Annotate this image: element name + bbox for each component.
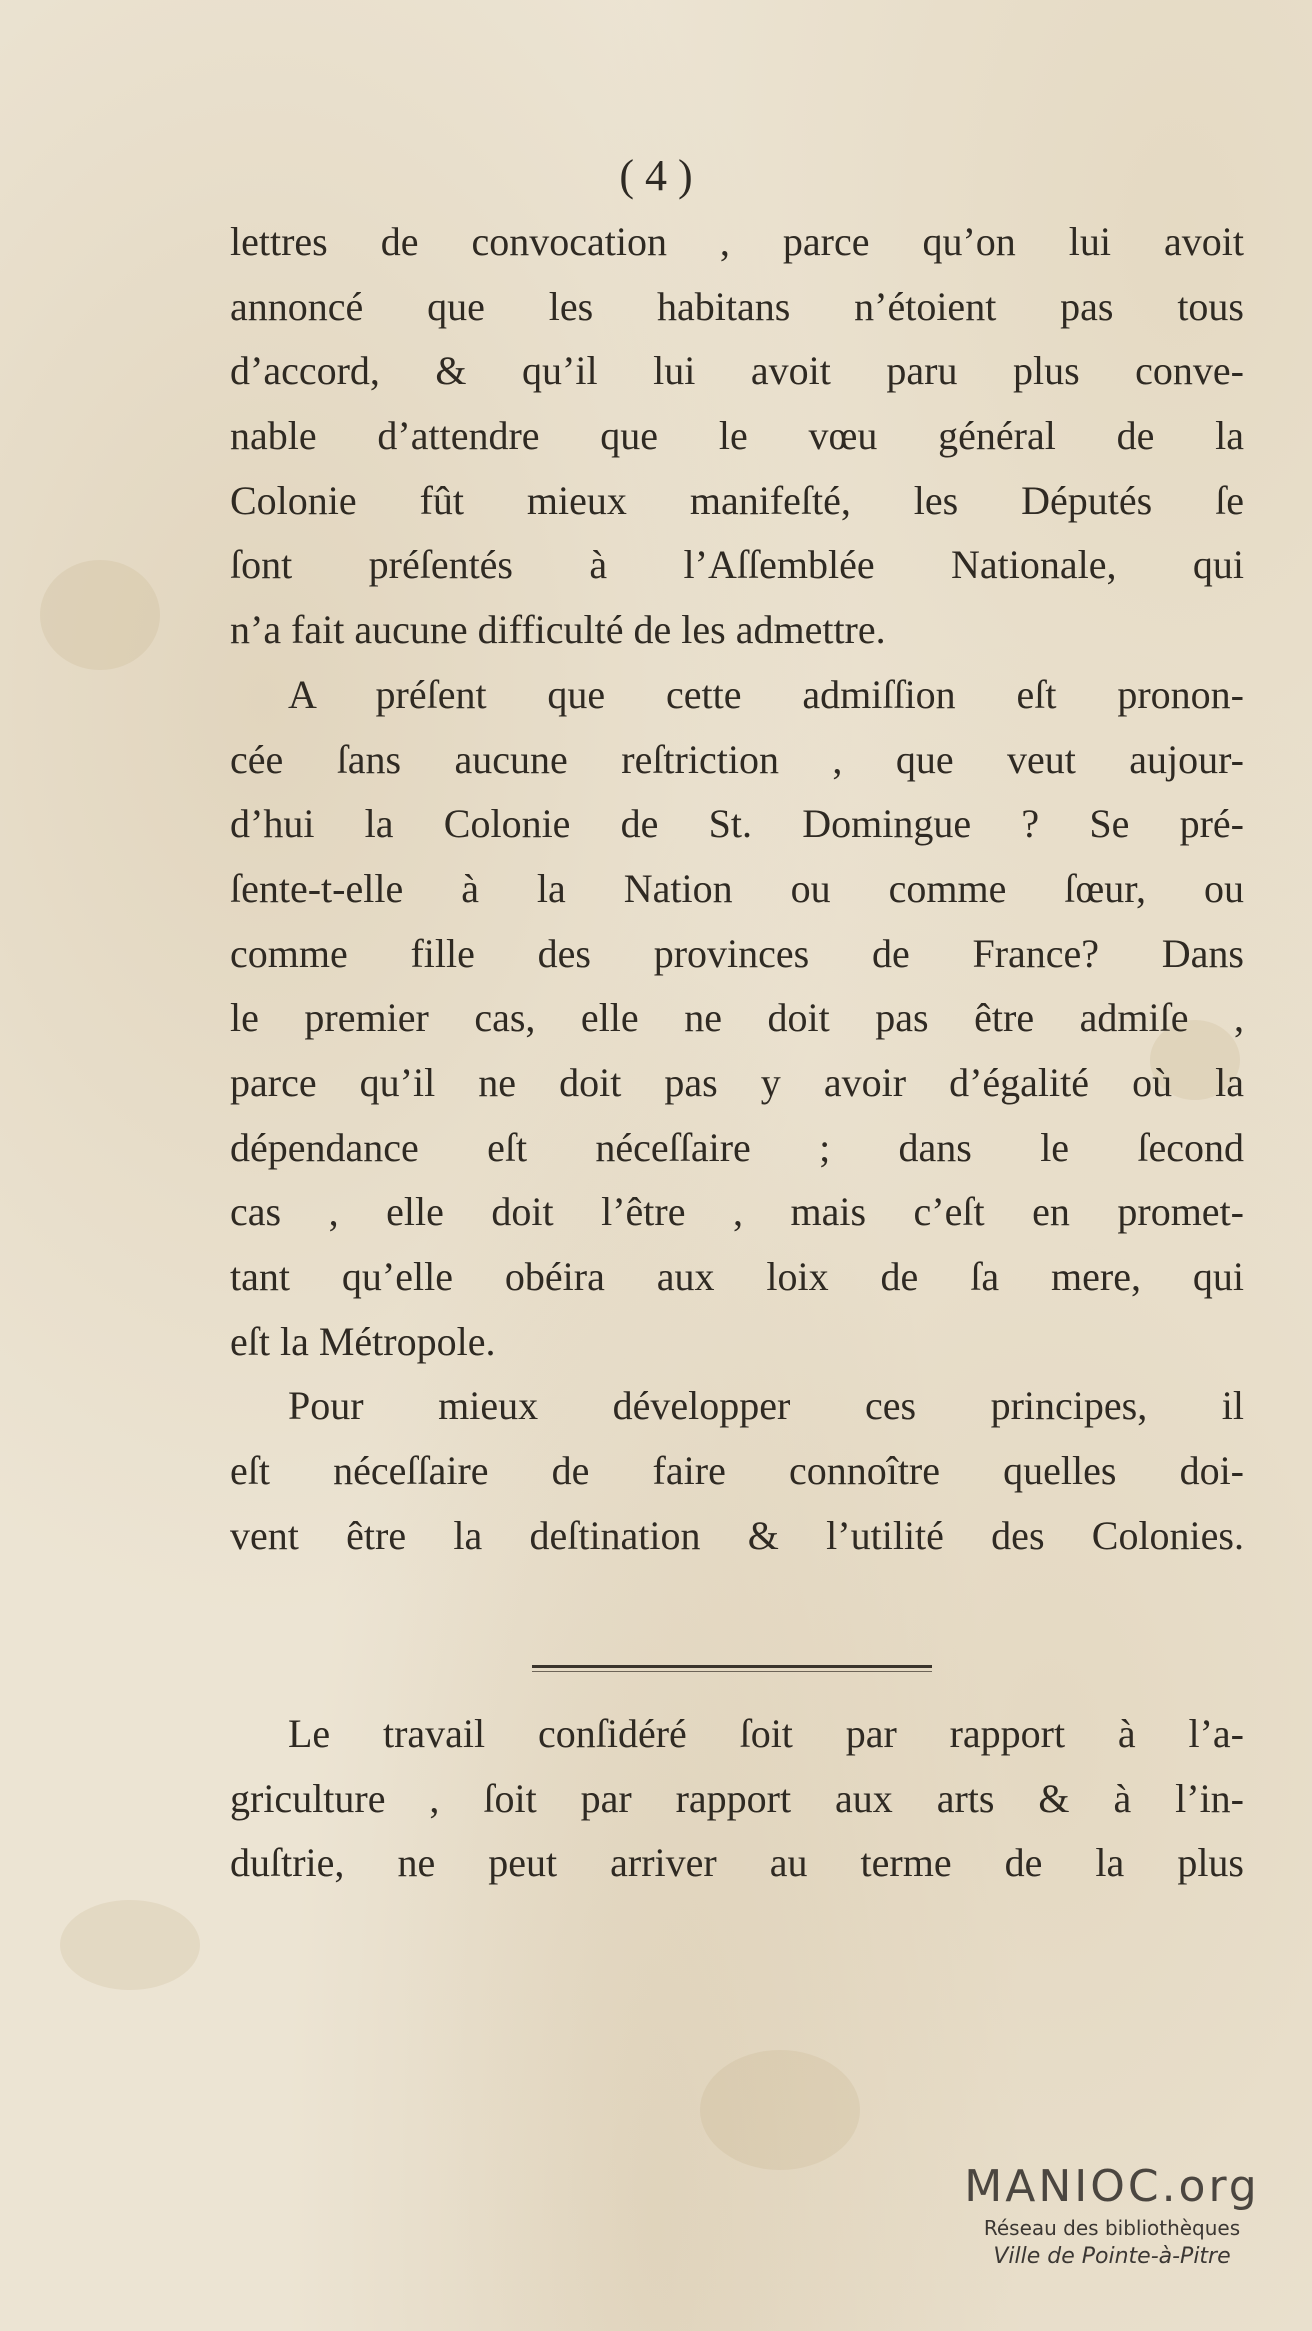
text-line: cas , elle doit l’être , mais c’eſt en promet- bbox=[230, 1189, 1244, 1235]
text-line: A préſent que cette admiſſion eſt pronon- bbox=[288, 671, 1244, 717]
manioc-logo: MANIOC.org bbox=[964, 2161, 1260, 2212]
text-line: vent être la deſtination & l’utilité des Colonies. bbox=[230, 1512, 1244, 1558]
watermark-library: Ville de Pointe-à-Pitre bbox=[993, 2244, 1231, 2269]
text-line: Pour mieux développer ces principes, il bbox=[288, 1383, 1244, 1429]
text-line: ſente-t-elle à la Nation ou comme ſœur, ou bbox=[230, 865, 1244, 911]
text-line: cée ſans aucune reſtriction , que veut aujour- bbox=[230, 736, 1244, 782]
text-line: nable d’attendre que le vœu général de la bbox=[230, 413, 1244, 459]
text-line: tant qu’elle obéira aux loix de ſa mere, qui bbox=[230, 1254, 1244, 1299]
text-line: duſtrie, ne peut arriver au terme de la plus bbox=[230, 1840, 1244, 1886]
paper-stain bbox=[60, 1900, 200, 1990]
text-line: ſont préſentés à l’Aſſemblée Nationale, qui bbox=[230, 542, 1244, 588]
text-line: eſt néceſſaire de faire connoître quelles doi- bbox=[230, 1448, 1244, 1494]
text-line: le premier cas, elle ne doit pas être admiſe , bbox=[230, 995, 1244, 1041]
text-line: griculture , ſoit par rapport aux arts & à l’in- bbox=[230, 1775, 1244, 1821]
manioc-watermark bbox=[942, 2160, 1282, 2272]
text-line: d’accord, & qu’il lui avoit paru plus conve- bbox=[230, 348, 1244, 394]
text-line: comme fille des provinces de France? Dans bbox=[230, 930, 1244, 976]
paper-stain bbox=[700, 2050, 860, 2170]
text-line: Le travail conſidéré ſoit par rapport à l’a- bbox=[288, 1711, 1244, 1756]
text-line: eſt la Métropole. bbox=[230, 1318, 496, 1364]
section-divider bbox=[532, 1665, 932, 1668]
text-line: dépendance eſt néceſſaire ; dans le ſecond bbox=[230, 1124, 1244, 1170]
text-line: d’hui la Colonie de St. Domingue ? Se pré- bbox=[230, 801, 1244, 847]
text-line: n’a fait aucune difficulté de les admettre. bbox=[230, 607, 886, 653]
paper-stain bbox=[40, 560, 160, 670]
watermark-network: Réseau des bibliothèques bbox=[983, 2216, 1241, 2240]
text-line: parce qu’il ne doit pas y avoir d’égalité où la bbox=[230, 1059, 1244, 1105]
section-text bbox=[230, 1702, 1244, 1896]
text-line: annoncé que les habitans n’étoient pas tous bbox=[230, 283, 1244, 329]
main-text bbox=[230, 210, 1244, 1568]
text-line: lettres de convocation , parce qu’on lui avoit bbox=[230, 219, 1244, 264]
page-number: ( 4 ) bbox=[619, 151, 693, 200]
text-line: Colonie fût mieux manifeſté, les Députés ſe bbox=[230, 477, 1244, 523]
